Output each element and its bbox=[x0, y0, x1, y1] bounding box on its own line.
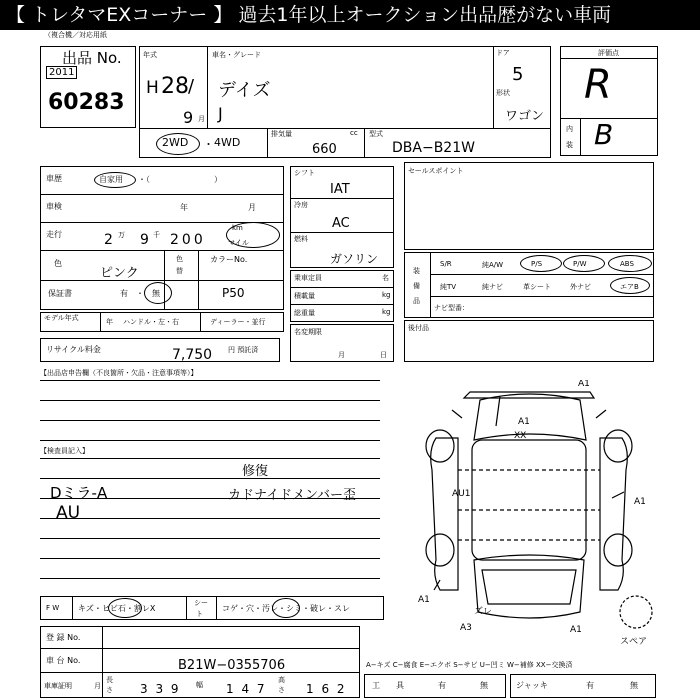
shift-value: IAT bbox=[330, 182, 350, 197]
touroku-label: 登 録 No. bbox=[46, 633, 81, 642]
aftermarket-box bbox=[404, 320, 654, 362]
len-label-1: 長 bbox=[106, 676, 113, 684]
score-value: R bbox=[584, 62, 612, 108]
aircon-label: 冷房 bbox=[294, 201, 308, 209]
score-label: 評価点 bbox=[598, 49, 619, 57]
door-label: ドア bbox=[496, 49, 510, 57]
car-grade: J bbox=[218, 104, 223, 123]
reki-rest: ・（ ） bbox=[138, 175, 222, 184]
recycle-label: リサイクル料金 bbox=[46, 345, 101, 354]
model-type: DBA−B21W bbox=[392, 140, 475, 156]
equip-pw: P/W bbox=[573, 260, 587, 268]
colorno-value: P50 bbox=[222, 286, 245, 300]
equipment-label-2: 備 bbox=[413, 282, 420, 290]
equip-ps: P/S bbox=[531, 260, 543, 268]
expiry-day: 日 bbox=[380, 351, 387, 359]
mark-xx: XX bbox=[514, 431, 527, 441]
tools-yes: 有 bbox=[438, 681, 446, 690]
equip-airbag: エアB bbox=[620, 283, 639, 291]
inspector-label: 【検査員記入】 bbox=[40, 447, 89, 455]
drive-4wd: 4WD bbox=[214, 136, 241, 149]
load-label: 積載量 bbox=[294, 292, 315, 300]
drive-2wd: 2WD bbox=[162, 136, 189, 149]
car-name: デイズ bbox=[218, 80, 271, 101]
mark-a1-bottom: A1 bbox=[570, 625, 582, 635]
reki-value: 自家用 bbox=[99, 175, 123, 184]
shaken-month: 月 bbox=[248, 203, 256, 212]
warranty-label: 保証書 bbox=[48, 289, 72, 298]
warranty-yes: 有 bbox=[120, 289, 128, 298]
equip-navi: 純ナビ bbox=[482, 283, 503, 291]
mileage-label: 走行 bbox=[46, 230, 62, 239]
jack-no: 無 bbox=[630, 681, 638, 690]
expiry-month: 月 bbox=[338, 351, 345, 359]
header-note: （複合機／対応用紙 bbox=[44, 31, 107, 39]
man-unit: 万 bbox=[118, 231, 125, 239]
jack-yes: 有 bbox=[586, 681, 594, 690]
recycle-unit: 円 預託済 bbox=[228, 346, 259, 354]
drive-sep: ・ bbox=[203, 138, 214, 151]
mileage-man: 2 bbox=[104, 232, 113, 248]
equip-ext-navi: 外ナビ bbox=[570, 283, 591, 291]
mile-unit: マイル bbox=[228, 239, 249, 247]
gross-unit: kg bbox=[382, 308, 391, 316]
len-value: 3 3 9 bbox=[140, 682, 181, 696]
fw-items: キズ・ヒビ石・割レX bbox=[78, 604, 156, 613]
sen-unit: 千 bbox=[153, 231, 160, 239]
fw-label: F W bbox=[46, 604, 60, 612]
mileage-sen: 9 bbox=[140, 232, 149, 248]
aftermarket-label: 後付品 bbox=[408, 324, 429, 332]
sales-point-label: セールスポイント bbox=[408, 167, 464, 175]
gross-label: 総重量 bbox=[294, 309, 315, 317]
equip-abs: ABS bbox=[620, 260, 634, 268]
vin-value: B21W−0355706 bbox=[178, 658, 286, 673]
tools-no: 無 bbox=[480, 681, 488, 690]
color-change-1: 色 bbox=[176, 255, 183, 263]
hgt-label-2: さ bbox=[278, 686, 285, 694]
mileage-rest: 200 bbox=[170, 232, 206, 248]
equip-tv: 純TV bbox=[440, 283, 457, 291]
inspector-line-2: AU bbox=[56, 503, 81, 523]
fuel-value: ガソリン bbox=[330, 252, 379, 266]
warranty-no: 無 bbox=[152, 289, 160, 298]
interior-score: B bbox=[594, 118, 614, 151]
car-box bbox=[139, 46, 551, 158]
shaken-label: 車検 bbox=[46, 202, 62, 211]
spare-label: スペア bbox=[620, 637, 648, 647]
km-unit: km bbox=[232, 224, 243, 232]
doors: 5 bbox=[512, 64, 524, 85]
fuel-label: 燃料 bbox=[294, 235, 308, 243]
cert-unit: 月 bbox=[94, 682, 101, 690]
shape-label: 形状 bbox=[496, 89, 510, 97]
interior-label-2: 装 bbox=[566, 141, 573, 149]
wid-value: 1 4 7 bbox=[226, 682, 267, 696]
nenshiki-label: 年式 bbox=[143, 51, 157, 59]
dealer: ディーラー・並行 bbox=[210, 318, 266, 326]
year: 28 bbox=[161, 74, 189, 99]
pers-unit: 名 bbox=[382, 274, 389, 282]
auction-banner: 【 トレタマEXコーナー 】 過去1年以上オークション出品歴がない車両 bbox=[0, 0, 700, 30]
hgt-label-1: 高 bbox=[278, 676, 285, 684]
recycle-value: 7,750 bbox=[172, 347, 213, 363]
displacement: 660 bbox=[312, 142, 337, 157]
equip-aw: 純A/W bbox=[482, 261, 504, 269]
era: H bbox=[146, 78, 159, 98]
seller-notes-label: 【出品店申告欄（不良箇所・欠品・注意事項等）】 bbox=[40, 369, 198, 377]
equip-leather: 革シート bbox=[523, 283, 551, 291]
lot-year-tag: 2011 bbox=[46, 66, 77, 79]
navi-model: ナビ型番： bbox=[434, 304, 469, 312]
color-change-2: 替 bbox=[176, 267, 183, 275]
model-year-label: モデル年式 bbox=[44, 314, 79, 322]
jack-label: ジャッキ bbox=[516, 681, 548, 690]
reki-label: 車歴 bbox=[46, 174, 62, 183]
shaken-year: 年 bbox=[180, 203, 188, 212]
wid-label: 幅 bbox=[196, 681, 203, 689]
mark-a1-top: A1 bbox=[578, 380, 590, 389]
lot-number: 60283 bbox=[48, 90, 125, 115]
warranty-sep: ・ bbox=[136, 289, 144, 298]
month-unit: 月 bbox=[198, 115, 205, 123]
name-label: 車名・グレード bbox=[212, 51, 261, 59]
seat-label-1: シー bbox=[194, 599, 208, 607]
mark-au1: AU1 bbox=[452, 489, 471, 499]
aircon-value: AC bbox=[332, 216, 350, 231]
equipment-label-3: 品 bbox=[413, 297, 420, 305]
seat-items: コゲ・穴・汚レ・シミ・破レ・スレ bbox=[222, 604, 350, 613]
seat-label-2: ト bbox=[196, 610, 203, 618]
inspector-note-top: 修復 bbox=[242, 464, 269, 479]
mark-a1-hood: A1 bbox=[518, 417, 530, 427]
color-label: 色 bbox=[54, 259, 62, 268]
passengers-label: 乗車定員 bbox=[294, 274, 322, 282]
tools-label: 工 具 bbox=[372, 681, 404, 690]
damage-legend: A−キズ C−腐食 E−エクボ S−サビ U−凹ミ W−補修 XX−交換済 bbox=[366, 661, 573, 669]
month: 9 bbox=[183, 108, 194, 127]
hgt-value: 1 6 2 bbox=[306, 682, 347, 696]
inspector-note-main: カドナイドメンバー歪 bbox=[228, 488, 357, 503]
shift-label: シフト bbox=[294, 169, 315, 177]
handle: ハンドル・左・右 bbox=[123, 318, 179, 326]
mark-a1-lower: A1 bbox=[418, 595, 430, 605]
mark-a3: A3 bbox=[460, 623, 472, 633]
mark-zure: ズレ bbox=[474, 607, 493, 617]
colorno-label: カラーNo. bbox=[210, 255, 248, 264]
expiry-label: 名変期限 bbox=[294, 328, 322, 336]
shape: ワゴン bbox=[505, 109, 545, 124]
cert-label: 車庫証明 bbox=[44, 682, 72, 690]
equip-sr: S/R bbox=[440, 260, 452, 268]
load-unit: kg bbox=[382, 291, 391, 299]
type-label: 型式 bbox=[369, 130, 383, 138]
cc-unit: cc bbox=[350, 129, 358, 137]
lot-label: 出品 No. bbox=[62, 49, 122, 67]
displacement-label: 排気量 bbox=[271, 130, 292, 138]
color-value: ピンク bbox=[100, 266, 139, 281]
equipment-label-1: 装 bbox=[413, 267, 420, 275]
car-damage-diagram bbox=[400, 380, 680, 650]
inspector-line-1: Dミラ-A bbox=[50, 484, 108, 502]
model-year-unit: 年 bbox=[106, 318, 113, 326]
shadai-label: 車 台 No. bbox=[46, 656, 81, 665]
len-label-2: さ bbox=[106, 686, 113, 694]
mark-a1-right: A1 bbox=[634, 497, 646, 507]
interior-label-1: 内 bbox=[566, 125, 573, 133]
